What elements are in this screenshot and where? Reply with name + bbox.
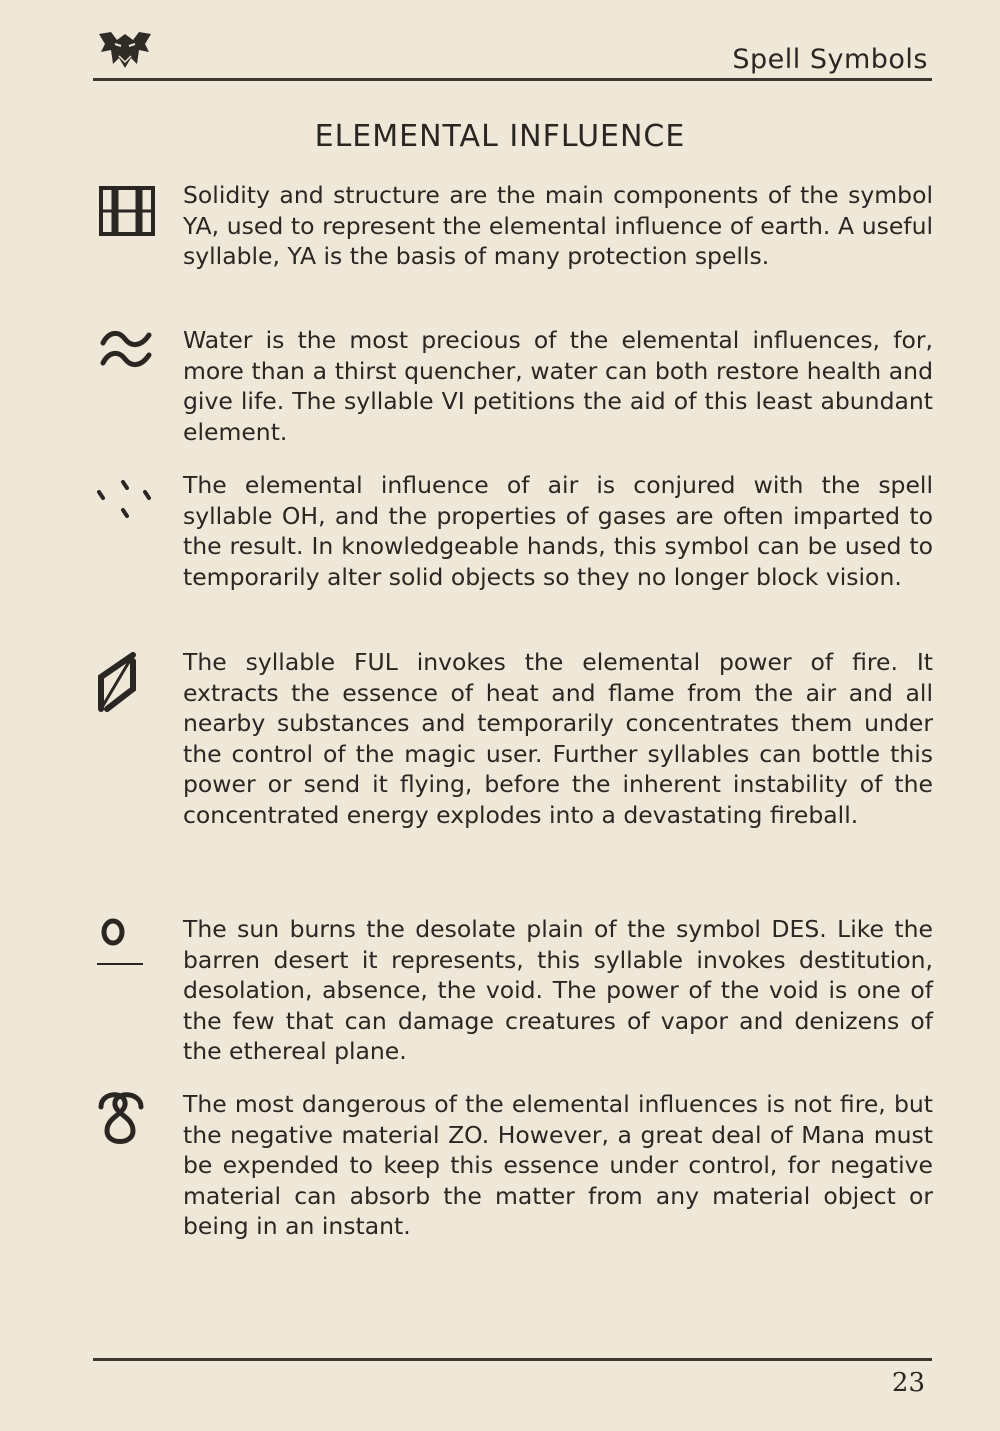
entry-vi (93, 325, 933, 447)
ful-fire-glyph-icon (93, 647, 163, 717)
entry-text: The elemental influence of air is conjured with the spell syllable OH, and the properties of gases are often imparted to the result. In knowledgeable hands, this symbol can be used to temporarily alter solid objects so they no longer block vision. (183, 471, 933, 591)
footer-rule (93, 1358, 932, 1361)
entry-oh (93, 470, 933, 592)
entry-zo (93, 1089, 933, 1242)
header-title: Spell Symbols (732, 44, 928, 75)
entry-text: The most dangerous of the elemental influences is not fire, but the negative material ZO. However, a great deal of Mana must be expended to keep this essence under control, for negative material can absorb the matter from any material object or being in an instant. (183, 1090, 933, 1240)
section-title: ELEMENTAL INFLUENCE (314, 119, 686, 154)
zo-negative-material-glyph-icon (93, 1089, 163, 1159)
header-rule (93, 78, 932, 81)
vi-water-glyph-icon (93, 325, 163, 395)
entry-text: The sun burns the desolate plain of the symbol DES. Like the barren desert it represents, this syllable invokes destitution, desolation, absence, the void. The power of the void is one of the few that can damage creatures of vapor and denizens of the ethereal plane. (183, 915, 933, 1065)
page-number: 23 (891, 1368, 925, 1398)
ya-earth-glyph-icon (93, 182, 163, 252)
entry-ful (93, 647, 933, 830)
bat-crest-icon (97, 30, 153, 70)
entry-des (93, 914, 933, 1067)
entry-text: Solidity and structure are the main components of the symbol YA, used to represent the elemental influence of earth. A useful syllable, YA is the basis of many protection spells. (183, 181, 933, 270)
entry-ya (93, 180, 933, 272)
des-void-glyph-icon (93, 914, 163, 984)
entry-text: The syllable FUL invokes the elemental power of fire. It extracts the essence of heat and flame from the air and all nearby substances and temporarily concentrates them under the control of the magic user. Further syllables can bottle this power or send it flying, before the inherent instability of the concentrated energy explodes into a devastating fireball. (183, 648, 933, 829)
oh-air-glyph-icon (93, 470, 163, 540)
entry-text: Water is the most precious of the elemental influences, for, more than a thirst quencher, water can both restore health and give life. The syllable VI petitions the aid of this least abundant element. (183, 326, 933, 446)
